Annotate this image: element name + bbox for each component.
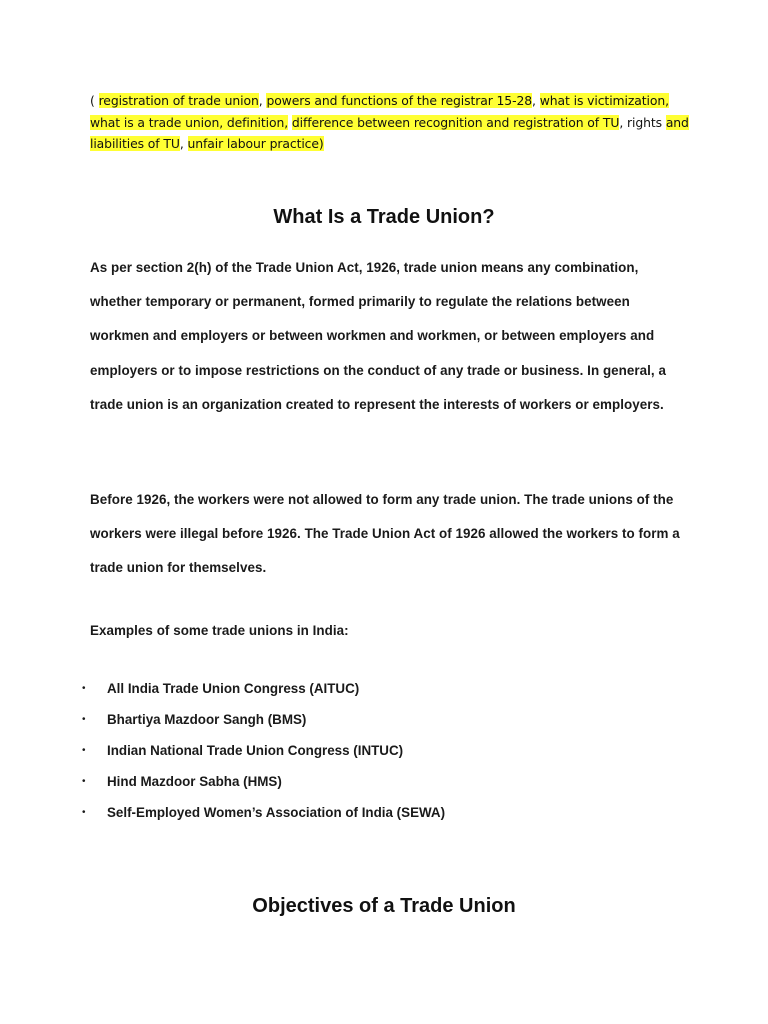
topic-victimization-definition: what is victimization, what is a trade union, definition, [90,93,669,130]
history-paragraph: Before 1926, the workers were not allowed to form any trade union. The trade unions of the workers were illegal before 1926. The Trade Union Act of 1926 allowed the workers to form a trade union for themselves. [90,492,680,576]
topic-unfair-labour-practice: unfair labour practice) [187,136,324,151]
section-heading-what-is-trade-union: What Is a Trade Union? [273,206,495,228]
section-heading-objectives: Objectives of a Trade Union [252,895,516,917]
list-item [82,797,722,828]
topics-sep-1: , [258,93,267,108]
list-item [82,704,722,735]
list-item [82,766,722,797]
topic-registrar-powers: powers and functions of the registrar 15-28 [266,93,533,108]
bullet-icon: • [82,745,86,756]
list-item-text: Self-Employed Women’s Association of India (SEWA) [107,805,446,820]
trade-union-examples-list [82,673,722,828]
topic-recognition-vs-registration: difference between recognition and registration of TU [291,114,620,130]
list-item-text: Bhartiya Mazdoor Sangh (BMS) [107,712,307,727]
topics-sep-5: , [179,136,188,151]
definition-paragraph: As per section 2(h) of the Trade Union Act, 1926, trade union means any combination, whether temporary or permanent, formed primarily to regulate the relations between workmen and employers or between workmen and workmen, or between employers and employers or to impose restrictions on the conduct of any trade or business. In general, a trade union is an organization created to represent the interests of workers or employers. [90,260,666,412]
list-item-text: Hind Mazdoor Sabha (HMS) [107,774,282,789]
topics-sep-2: , [532,93,540,108]
bullet-icon: • [82,807,86,818]
list-item-text: Indian National Trade Union Congress (INTUC) [107,743,404,758]
list-item [82,735,722,766]
topics-sep-4: , rights [619,114,666,130]
topic-registration: registration of trade union [98,93,259,108]
list-item [82,673,722,704]
bullet-icon: • [82,776,86,787]
topic-liabilities: and liabilities of TU [90,114,689,151]
list-item-text: All India Trade Union Congress (AITUC) [107,681,360,696]
examples-intro: Examples of some trade unions in India: [90,623,349,638]
topics-open: ( [90,93,99,108]
topics-list [90,90,690,155]
bullet-icon: • [82,683,86,694]
bullet-icon: • [82,714,86,725]
